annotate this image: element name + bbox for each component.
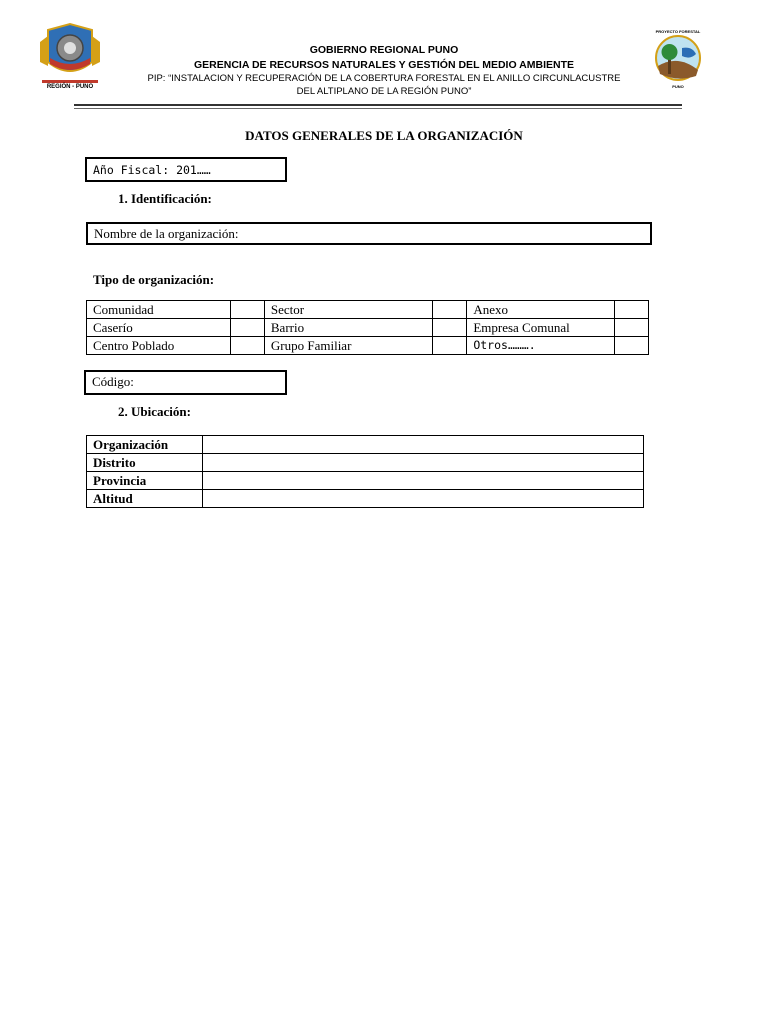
tipo-option-checkbox[interactable] [230,301,264,319]
tipo-option-checkbox[interactable] [614,337,648,355]
svg-text:PUNO: PUNO [672,84,684,89]
tipo-option-label: Empresa Comunal [467,319,614,337]
tipo-option-label: Centro Poblado [87,337,231,355]
tipo-option-label: Sector [264,301,432,319]
ubicacion-table [86,435,644,508]
header-line-4: DEL ALTIPLANO DE LA REGIÓN PUNO” [296,86,472,97]
tipo-option-checkbox[interactable] [433,319,467,337]
section-ubicacion: 2. Ubicación: [118,404,191,419]
tipo-organizacion-label: Tipo de organización: [93,272,215,287]
header-line-3: PIP: “INSTALACION Y RECUPERACIÓN DE LA COBERTURA FORESTAL EN EL ANILLO CIRCUNLACUSTRE [147,73,621,84]
ubicacion-value-field[interactable] [203,454,644,472]
tipo-option-checkbox[interactable] [433,337,467,355]
ubicacion-value-field[interactable] [203,436,644,454]
tipo-option-checkbox[interactable] [433,301,467,319]
header-rule-thin [74,108,682,109]
codigo-field[interactable]: Código: [84,370,287,395]
svg-text:REGIÓN - PUNO: REGIÓN - PUNO [46,84,94,90]
tipo-option-label: Comunidad [87,301,231,319]
table-row [87,472,644,490]
section-identificacion: 1. Identificación: [118,191,212,206]
tipo-option-label: Otros………. [467,337,614,355]
ubicacion-label: Provincia [87,472,203,490]
tipo-option-label: Barrio [264,319,432,337]
anio-fiscal-field[interactable]: Año Fiscal: 201…… [85,157,287,182]
ubicacion-value-field[interactable] [203,490,644,508]
tipo-organizacion-table [86,300,649,355]
tipo-option-checkbox[interactable] [230,337,264,355]
table-row [87,490,644,508]
ubicacion-value-field[interactable] [203,472,644,490]
tipo-option-checkbox[interactable] [614,319,648,337]
header-line-2: GERENCIA DE RECURSOS NATURALES Y GESTIÓN DEL MEDIO AMBIENTE [194,59,574,71]
table-row [87,319,649,337]
tipo-option-label: Anexo [467,301,614,319]
ubicacion-label: Altitud [87,490,203,508]
header-rule [74,104,682,106]
table-row [87,436,644,454]
document-title: DATOS GENERALES DE LA ORGANIZACIÓN [245,128,523,143]
tipo-option-label: Grupo Familiar [264,337,432,355]
tipo-option-checkbox[interactable] [230,319,264,337]
table-row [87,301,649,319]
header-line-1: GOBIERNO REGIONAL PUNO [309,44,459,56]
tipo-option-checkbox[interactable] [614,301,648,319]
svg-text:PROYECTO FORESTAL: PROYECTO FORESTAL [655,29,701,34]
nombre-organizacion-field[interactable]: Nombre de la organización: [86,222,652,245]
table-row [87,454,644,472]
ubicacion-label: Organización [87,436,203,454]
table-row [87,337,649,355]
tipo-option-label: Caserío [87,319,231,337]
ubicacion-label: Distrito [87,454,203,472]
